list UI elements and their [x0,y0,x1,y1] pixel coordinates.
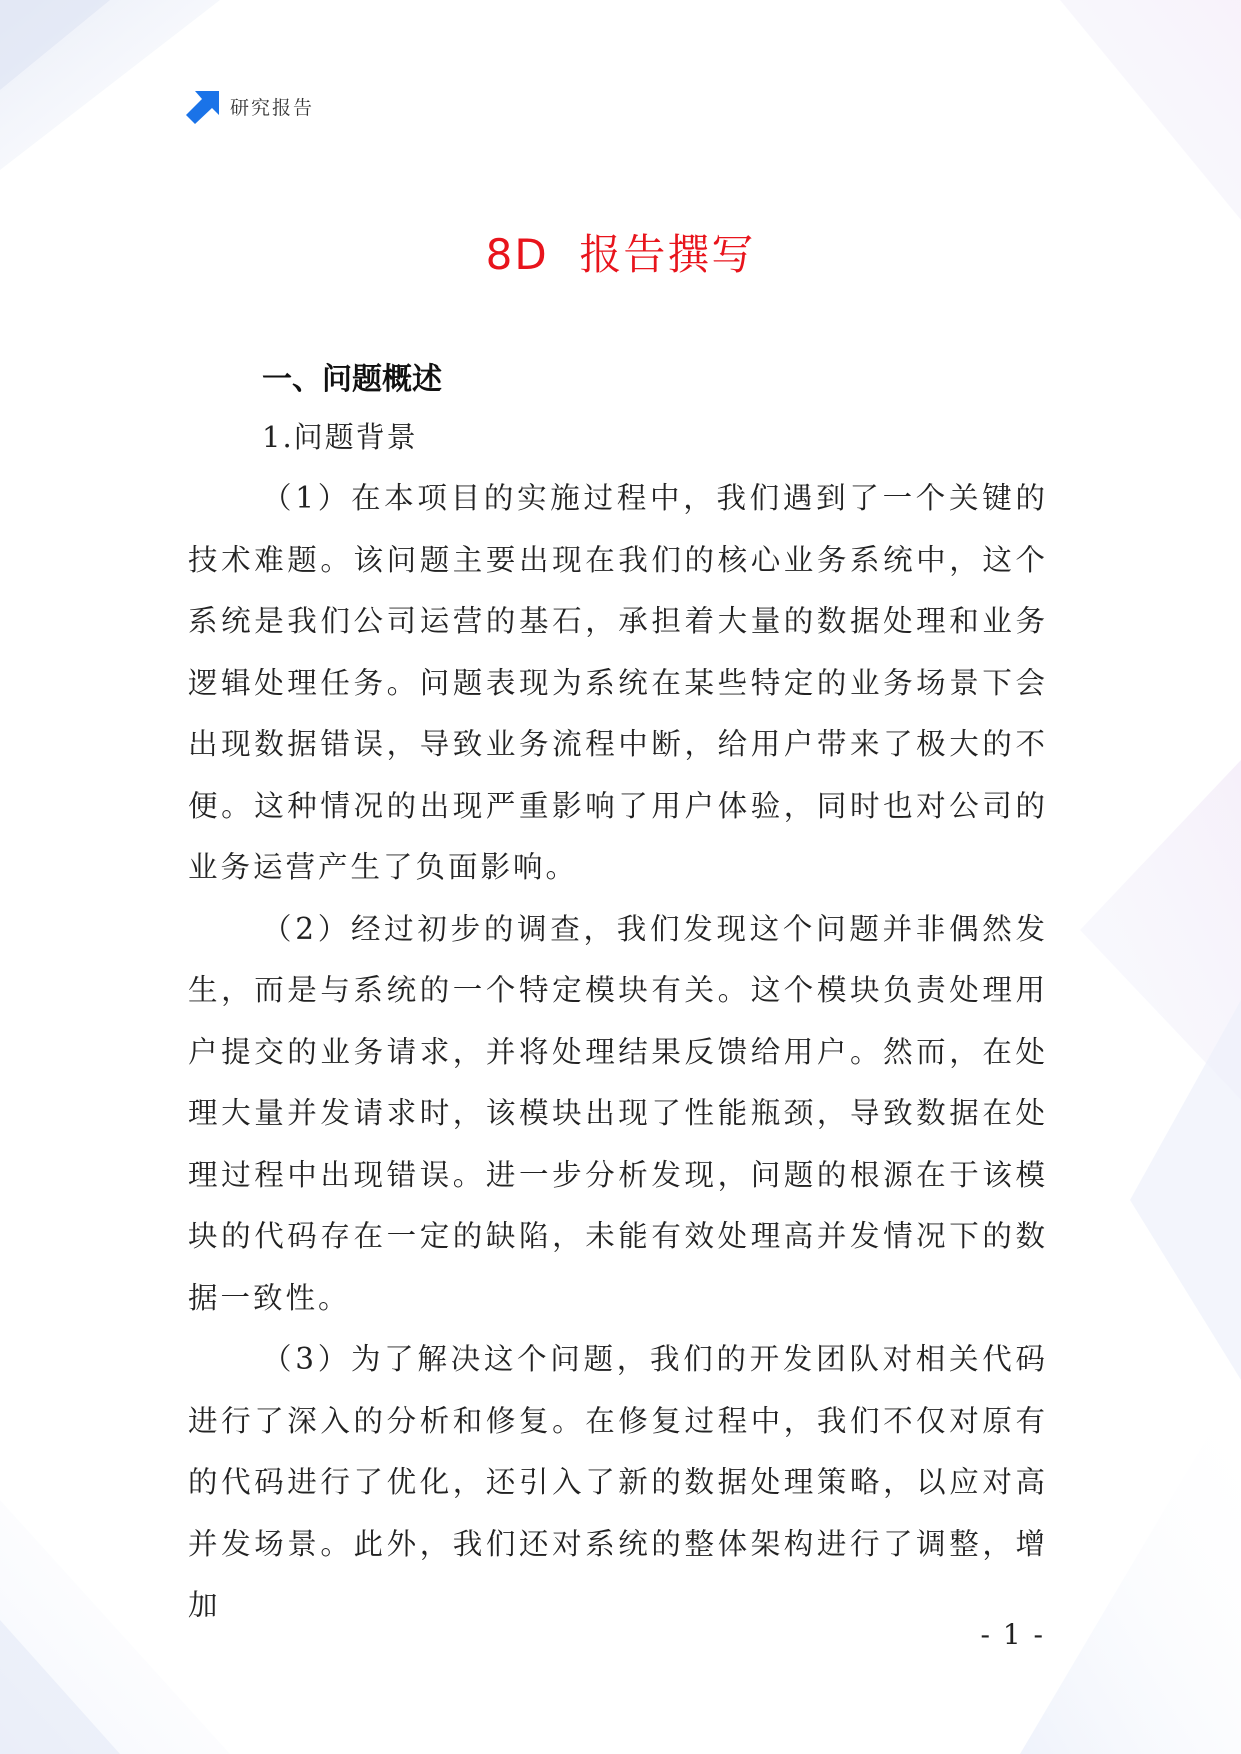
page-number: - 1 - [980,1618,1045,1651]
paragraph-3: （3）为了解决这个问题，我们的开发团队对相关代码进行了深入的分析和修复。在修复过程中，我们不仅对原有的代码进行了优化，还引入了新的数据处理策略，以应对高并发场景。此外，我们还对系统的整体架构进行了调整，增加 [188,1342,1048,1622]
document-body [188,354,1048,1637]
document-title: 8D 报告撰写 [485,230,756,279]
paragraph-2: （2）经过初步的调查，我们发现这个问题并非偶然发生，而是与系统的一个特定模块有关。这个模块负责处理用户提交的业务请求，并将处理结果反馈给用户。然而，在处理大量并发请求时，该模块出现了性能瓶颈，导致数据在处理过程中出现错误。进一步分析发现，问题的根源在于该模块的代码存在一定的缺陷，未能有效处理高并发情况下的数据一致性。 [188,911,1048,1315]
header-label: 研究报告 [230,96,315,119]
arrow-up-right-icon [186,88,222,124]
subsection-heading: 1.问题背景 [262,420,418,454]
paragraph-1: （1）在本项目的实施过程中，我们遇到了一个关键的技术难题。该问题主要出现在我们的核心业务系统中，这个系统是我们公司运营的基石，承担着大量的数据处理和业务逻辑处理任务。问题表现为系统在某些特定的业务场景下会出现数据错误，导致业务流程中断，给用户带来了极大的不便。这种情况的出现严重影响了用户体验，同时也对公司的业务运营产生了负面影响。 [188,481,1048,884]
page-header [186,88,314,124]
section-heading: 一、问题概述 [262,362,442,397]
